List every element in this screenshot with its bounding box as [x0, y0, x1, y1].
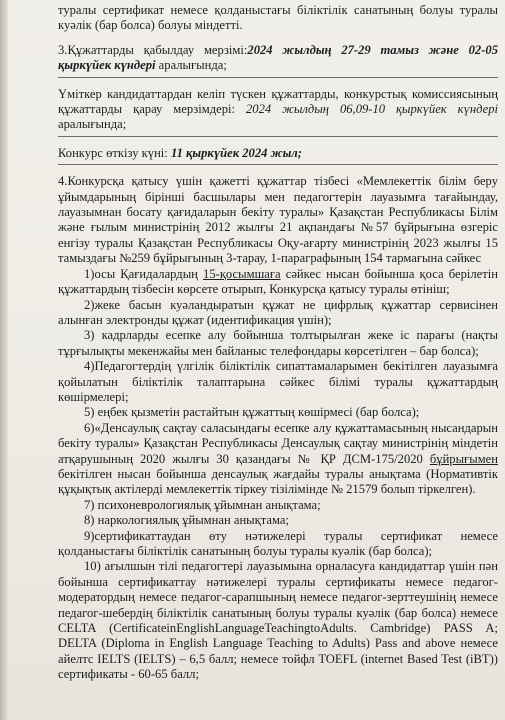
list-item-text: бекітілген нысан бойынша денсаулық жағдайы туралы анықтама (Нормативтік құқықтық актілерді мемлекеттік тіркеу тізілімінде № 21579 болып тіркелген). [58, 466, 498, 497]
divider [58, 136, 498, 137]
list-item-text: 6)«Денсаулық сақтау саласындағы есепке алу құжаттамасының нысандарын бекіту туралы» Қазақстан Республикасы Денсаулық сақтау министрінің міндетін атқарушының 2020 жылғы 30 қазандағы № ҚР ДСМ-175/2020 [58, 420, 498, 466]
section-3-label: 3.Құжаттарды қабылдау мерзімі: [58, 42, 248, 57]
list-item: 9)сертификаттаудан өту нәтижелері туралы сертификат немесе қолданыстағы біліктілік санатының болуы туралы куәлік (бар болса); [58, 528, 498, 558]
list-item: 8) наркологиялық ұйымнан анықтама; [84, 513, 289, 528]
review-paragraph [58, 87, 498, 133]
list-item-text: сәйкес нысан бойынша қоса берілетін құжаттардың тізбесін көрсете отырып, Конкурсқа қатысу туралы өтініш; [58, 266, 498, 297]
list-item: 2)жеке басын куәландыратын құжат не цифрлық құжаттар сервисінен алынған электронды құжат (идентификация үшін); [58, 297, 498, 327]
section-3-paragraph [58, 43, 498, 74]
list-item-text: 1)осы Қағидалардың [84, 266, 204, 281]
list-item: 10) ағылшын тілі педагогтері лауазымына орналасуға кандидаттар үшін пән бойынша сертификаттау нәтижелері туралы сертификаты немесе педагог-модератордың немесе педагог-сарапшының немесе педагог-зерттеушінің немесе педагог-шебердің біліктілік санатының болуы туралы куәлік (бар болса) немесе CELTA (CertificateinEnglishLanguageTeachingtoAdults. Cambridge) PASS A; DELTA (Diploma in English Language Teaching to Adults) Pass and above немесе айелтс IELTS (IELTS) – 6,5 балл; немесе тойфл TOEFL (internet Based Test (iBT)) сертификаты - 60-65 балл; [58, 559, 498, 682]
section-3-dates: 2024 жылдың 27-29 тамыз және 02-05 қыркүйек күндері [58, 42, 498, 73]
list-item [58, 421, 498, 498]
contest-paragraph [58, 146, 498, 161]
review-dates: 2024 жылдың 06,09-10 қыркүйек күндері [245, 102, 498, 117]
contest-date: 11 қыркүйек 2024 жыл; [170, 145, 302, 160]
divider [58, 164, 498, 165]
order-link[interactable]: бұйрығымен [429, 451, 498, 466]
intro-paragraph: туралы сертификат немесе қолданыстағы біліктілік санатының болуы туралы куәлік (бар болса) болуы міндетті. [58, 3, 498, 33]
section-3-tail: аралығында; [155, 58, 227, 73]
page-edge-shadow [0, 0, 8, 720]
divider [58, 77, 498, 78]
list-item: 3) кадрларды есепке алу бойынша толтырылған жеке іс парағы (нақты тұрғылықты мекенжайы мен байланыс телефондары көрсетілген – бар болса); [58, 328, 498, 358]
document-body [58, 3, 498, 683]
list-item [58, 267, 498, 298]
contest-label: Конкурс өткізу күні: [58, 145, 171, 160]
appendix-link[interactable]: 15-қосымшаға [203, 266, 281, 281]
review-text: Үміткер кандидаттардан келіп түскен құжаттарды, конкурстық комиссиясының құжаттарды қарау мерзімдері: [58, 86, 498, 117]
section-4-paragraph: 4.Конкурсқа қатысу үшін қажетті құжаттар тізбесі «Мемлекеттік білім беру ұйымдарының бірінші басшылары мен педагогтерін лауазымға тағайындау, лауазымнан босату қағидаларын бекіту туралы» Қазақстан Республикасы Білім және ғылым министрінің 2012 жылғы 21 ақпандағы №57 бұйрығына өзгеріс енгізу туралы Қазақстан Республикасы Оқу-ағарту министрінің 2023 жылғы 15 тамыздағы №259 бұйрығының 3-тарау, 1-параграфының 154 тармағына сәйкес [58, 174, 498, 266]
list-item: 4)Педагогтердің үлгілік біліктілік сипаттамаларымен бекітілген лауазымға қойылатын біліктілік талаптарына сәйкес білімі туралы құжаттардың көшірмелері; [58, 359, 498, 404]
list-item: 5) еңбек қызметін растайтын құжаттың көшірмесі (бар болса); [84, 405, 420, 420]
review-tail: аралығында; [58, 117, 127, 132]
list-item: 7) психоневрологиялық ұйымнан анықтама; [84, 497, 321, 512]
